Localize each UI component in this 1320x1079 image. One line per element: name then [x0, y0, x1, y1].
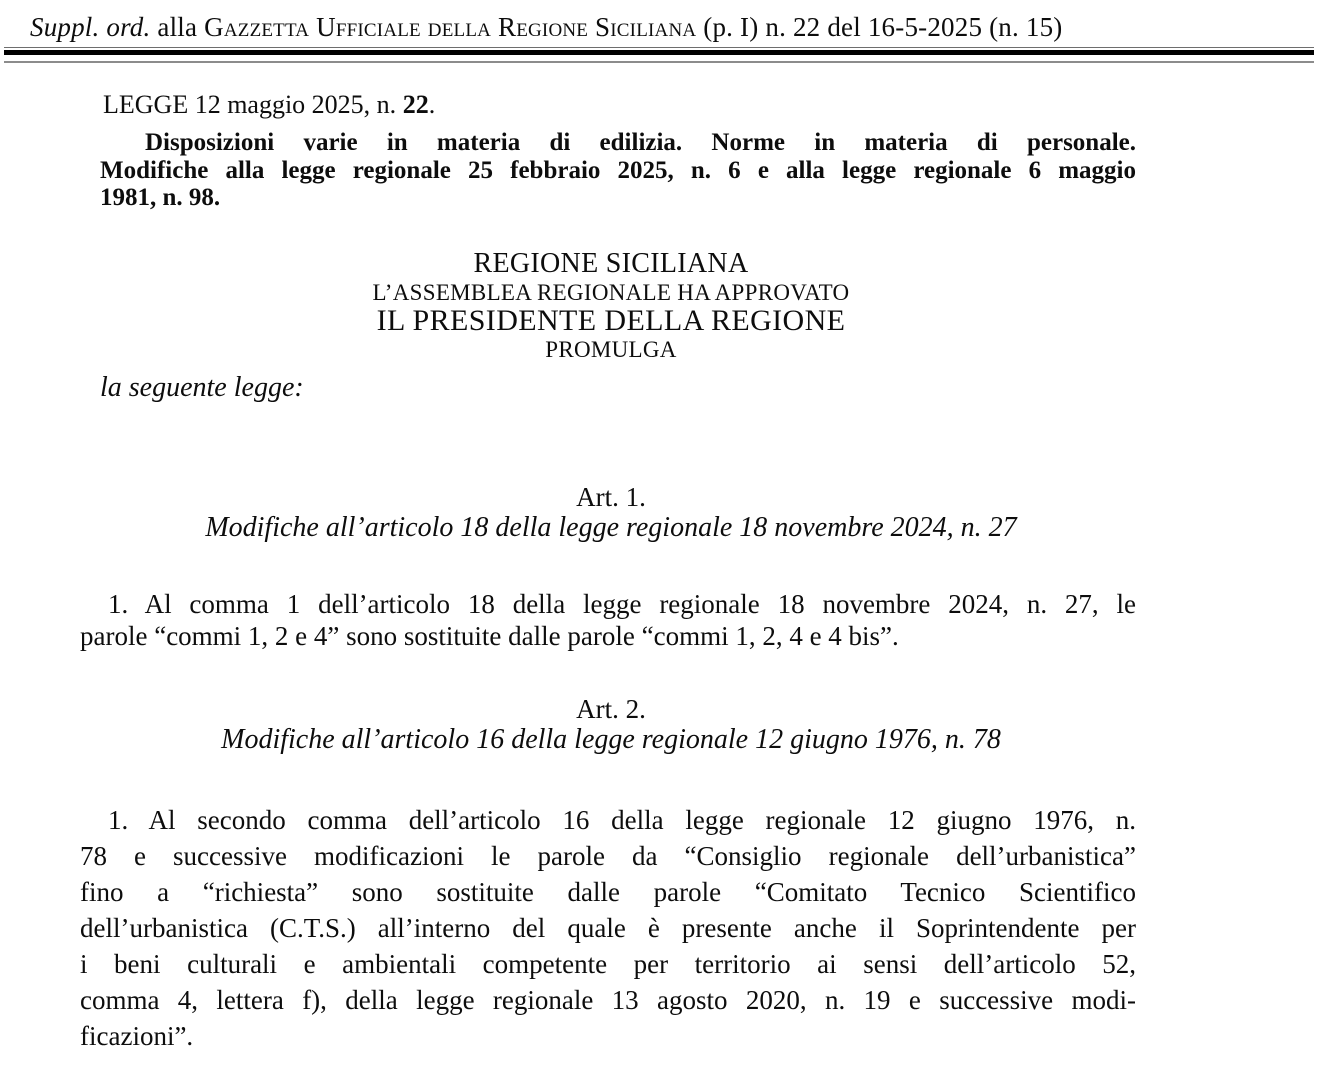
- paragraph-line: 78 e successive modificazioni le parole da “Consiglio regionale dell’urbanistica”: [80, 841, 1136, 871]
- article-1-heading: Art. 1.: [576, 482, 646, 512]
- masthead-gazzetta-title: Gazzetta Ufficiale della Regione Siciliana: [204, 12, 697, 42]
- masthead-rule-black: [4, 50, 1314, 55]
- paragraph-line: i beni culturali e ambientali competente per territorio ai sensi dell’articolo 52,: [80, 949, 1136, 979]
- masthead-alla: alla: [150, 12, 205, 42]
- paragraph-line: 1. Al secondo comma dell’articolo 16 della legge regionale 12 giugno 1976, n.: [108, 805, 1136, 835]
- article-2-subtitle: Modifiche all’articolo 16 della legge regionale 12 giugno 1976, n. 78: [221, 724, 1001, 755]
- law-number-heading: [103, 90, 435, 120]
- intro-line: la seguente legge:: [100, 372, 304, 403]
- paragraph-line: fino a “richiesta” sono sostituite dalle parole “Comitato Tecnico Scientifico: [80, 877, 1136, 907]
- law-title-line: 1981, n. 98.: [100, 184, 221, 212]
- masthead-suppl-ord: Suppl. ord.: [30, 12, 151, 42]
- law-heading-suffix: .: [428, 90, 436, 119]
- paragraph-line: parole “commi 1, 2 e 4” sono sostituite dalle parole “commi 1, 2, 4 e 4 bis”.: [80, 621, 899, 651]
- paragraph-line: 1. Al comma 1 dell’articolo 18 della legge regionale 18 novembre 2024, n. 27, le: [108, 589, 1136, 619]
- article-1-paragraph: [80, 588, 1136, 652]
- law-title-line: Disposizioni varie in materia di edilizia. Norme in materia di personale.: [145, 129, 1136, 156]
- paragraph-line: comma 4, lettera f), della legge regionale 13 agosto 2020, n. 19 e successive modi-: [80, 985, 1136, 1015]
- paragraph-line: dell’urbanistica (C.T.S.) all’interno del quale è presente anche il Soprintendente per: [80, 913, 1136, 943]
- promulga-line: PROMULGA: [545, 337, 677, 362]
- masthead: [30, 12, 1062, 43]
- masthead-issue-info: (p. I) n. 22 del 16-5-2025 (n. 15): [696, 12, 1063, 42]
- article-1-subtitle: Modifiche all’articolo 18 della legge regionale 18 novembre 2024, n. 27: [205, 512, 1017, 543]
- law-heading-number: 22: [402, 90, 429, 119]
- law-title: [100, 129, 1136, 212]
- region-name: REGIONE SICILIANA: [473, 248, 749, 279]
- article-2-paragraph: [80, 802, 1136, 1054]
- promulgation-block: [80, 249, 1142, 363]
- law-title-line: Modifiche alla legge regionale 25 febbraio 2025, n. 6 e alla legge regionale 6 maggio: [100, 156, 1136, 184]
- president-line: IL PRESIDENTE DELLA REGIONE: [376, 304, 846, 337]
- masthead-rule-gray: [4, 61, 1314, 63]
- law-heading-prefix: LEGGE 12 maggio 2025, n.: [103, 90, 403, 119]
- masthead-rule-thin: [4, 47, 1314, 48]
- paragraph-line: ficazioni”.: [80, 1021, 194, 1051]
- article-2-heading: Art. 2.: [576, 694, 646, 724]
- assembly-approved-line: L’ASSEMBLEA REGIONALE HA APPROVATO: [372, 280, 850, 305]
